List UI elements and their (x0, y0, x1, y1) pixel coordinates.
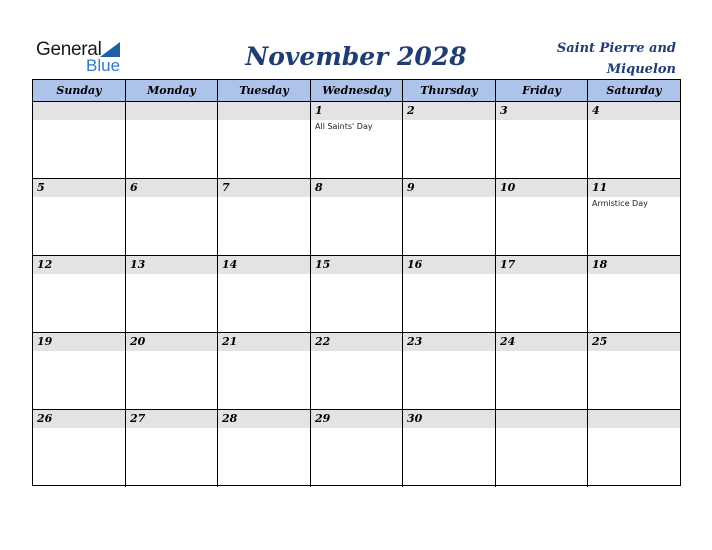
day-number: 16 (407, 258, 423, 271)
weekday-header-saturday: Saturday (606, 84, 662, 97)
day-number: 1 (315, 104, 323, 117)
day-number-bar (403, 179, 495, 197)
weekday-header-monday: Monday (126, 80, 218, 101)
day-cell[interactable] (588, 256, 680, 332)
day-cell[interactable] (311, 256, 403, 332)
day-number-bar (218, 102, 310, 120)
day-number: 10 (500, 181, 516, 194)
day-number: 24 (500, 335, 516, 348)
day-number: 4 (592, 104, 600, 117)
weekday-header-thursday: Thursday (403, 80, 496, 101)
day-number: 22 (315, 335, 331, 348)
day-cell[interactable] (588, 102, 680, 178)
day-number-bar (311, 102, 402, 120)
day-number: 6 (130, 181, 138, 194)
day-number-bar (311, 179, 402, 197)
region-name: Saint Pierre and Miquelon (556, 41, 676, 77)
day-number-bar (218, 179, 310, 197)
day-number: 30 (407, 412, 423, 425)
day-cell[interactable] (311, 410, 403, 487)
day-number: 12 (37, 258, 53, 271)
day-cell[interactable] (33, 410, 126, 487)
week-row-3 (33, 256, 680, 333)
day-number-bar (403, 102, 495, 120)
day-cell[interactable] (496, 256, 588, 332)
day-cell[interactable] (588, 410, 680, 487)
weekday-header-row (33, 80, 680, 102)
weekday-header-wednesday: Wednesday (311, 80, 403, 101)
day-cell[interactable] (496, 179, 588, 255)
logo-text-general: General (36, 39, 102, 60)
day-cell[interactable] (403, 333, 496, 409)
day-cell[interactable] (126, 256, 218, 332)
calendar-grid (32, 79, 681, 486)
day-cell[interactable] (311, 102, 403, 178)
day-number: 21 (222, 335, 238, 348)
week-row-2 (33, 179, 680, 256)
day-cell[interactable] (126, 333, 218, 409)
day-cell[interactable] (33, 333, 126, 409)
day-number-bar (33, 102, 125, 120)
logo-text-blue: Blue (86, 56, 121, 75)
day-cell[interactable] (33, 102, 126, 178)
day-cell[interactable] (403, 179, 496, 255)
day-number: 19 (37, 335, 53, 348)
day-number-bar (588, 102, 680, 120)
holiday-label: Armistice Day (592, 199, 648, 208)
day-cell[interactable] (218, 256, 311, 332)
day-number: 28 (222, 412, 238, 425)
weekday-header-friday: Friday (496, 80, 588, 101)
weekday-header-tuesday: Tuesday (218, 80, 311, 101)
day-number: 11 (592, 181, 608, 194)
weekday-header-sunday: Sunday (33, 80, 126, 101)
day-number: 23 (407, 335, 423, 348)
day-number-bar (496, 410, 587, 428)
day-cell[interactable] (33, 179, 126, 255)
day-number: 14 (222, 258, 238, 271)
day-cell[interactable] (496, 333, 588, 409)
day-number-bar (588, 410, 680, 428)
day-cell[interactable] (311, 179, 403, 255)
day-cell[interactable] (403, 256, 496, 332)
day-cell[interactable] (588, 333, 680, 409)
day-cell[interactable] (126, 102, 218, 178)
day-number: 17 (500, 258, 516, 271)
week-row-1 (33, 102, 680, 179)
day-number: 27 (130, 412, 146, 425)
day-cell[interactable] (403, 410, 496, 487)
day-number: 13 (130, 258, 146, 271)
day-number: 2 (407, 104, 415, 117)
day-number: 18 (592, 258, 608, 271)
day-number-bar (126, 179, 217, 197)
week-row-5 (33, 410, 680, 487)
day-number: 5 (37, 181, 45, 194)
day-number-bar (496, 102, 587, 120)
day-cell[interactable] (218, 102, 311, 178)
day-number: 26 (37, 412, 53, 425)
day-number-bar (126, 102, 217, 120)
day-cell[interactable] (218, 333, 311, 409)
day-number: 20 (130, 335, 146, 348)
day-cell[interactable] (496, 102, 588, 178)
day-number: 15 (315, 258, 331, 271)
day-number: 7 (222, 181, 230, 194)
day-cell[interactable] (218, 179, 311, 255)
day-cell[interactable] (126, 179, 218, 255)
day-cell[interactable] (496, 410, 588, 487)
day-number-bar (33, 179, 125, 197)
day-cell[interactable] (126, 410, 218, 487)
calendar-title: November 2028 (245, 42, 467, 71)
day-cell[interactable] (403, 102, 496, 178)
day-cell[interactable] (33, 256, 126, 332)
day-cell[interactable] (311, 333, 403, 409)
day-number: 29 (315, 412, 331, 425)
day-cell[interactable] (588, 179, 680, 255)
day-number: 9 (407, 181, 415, 194)
week-row-4 (33, 333, 680, 410)
day-cell[interactable] (218, 410, 311, 487)
day-number: 8 (315, 181, 323, 194)
holiday-label: All Saints' Day (315, 122, 373, 131)
day-number: 3 (500, 104, 508, 117)
day-number: 25 (592, 335, 608, 348)
